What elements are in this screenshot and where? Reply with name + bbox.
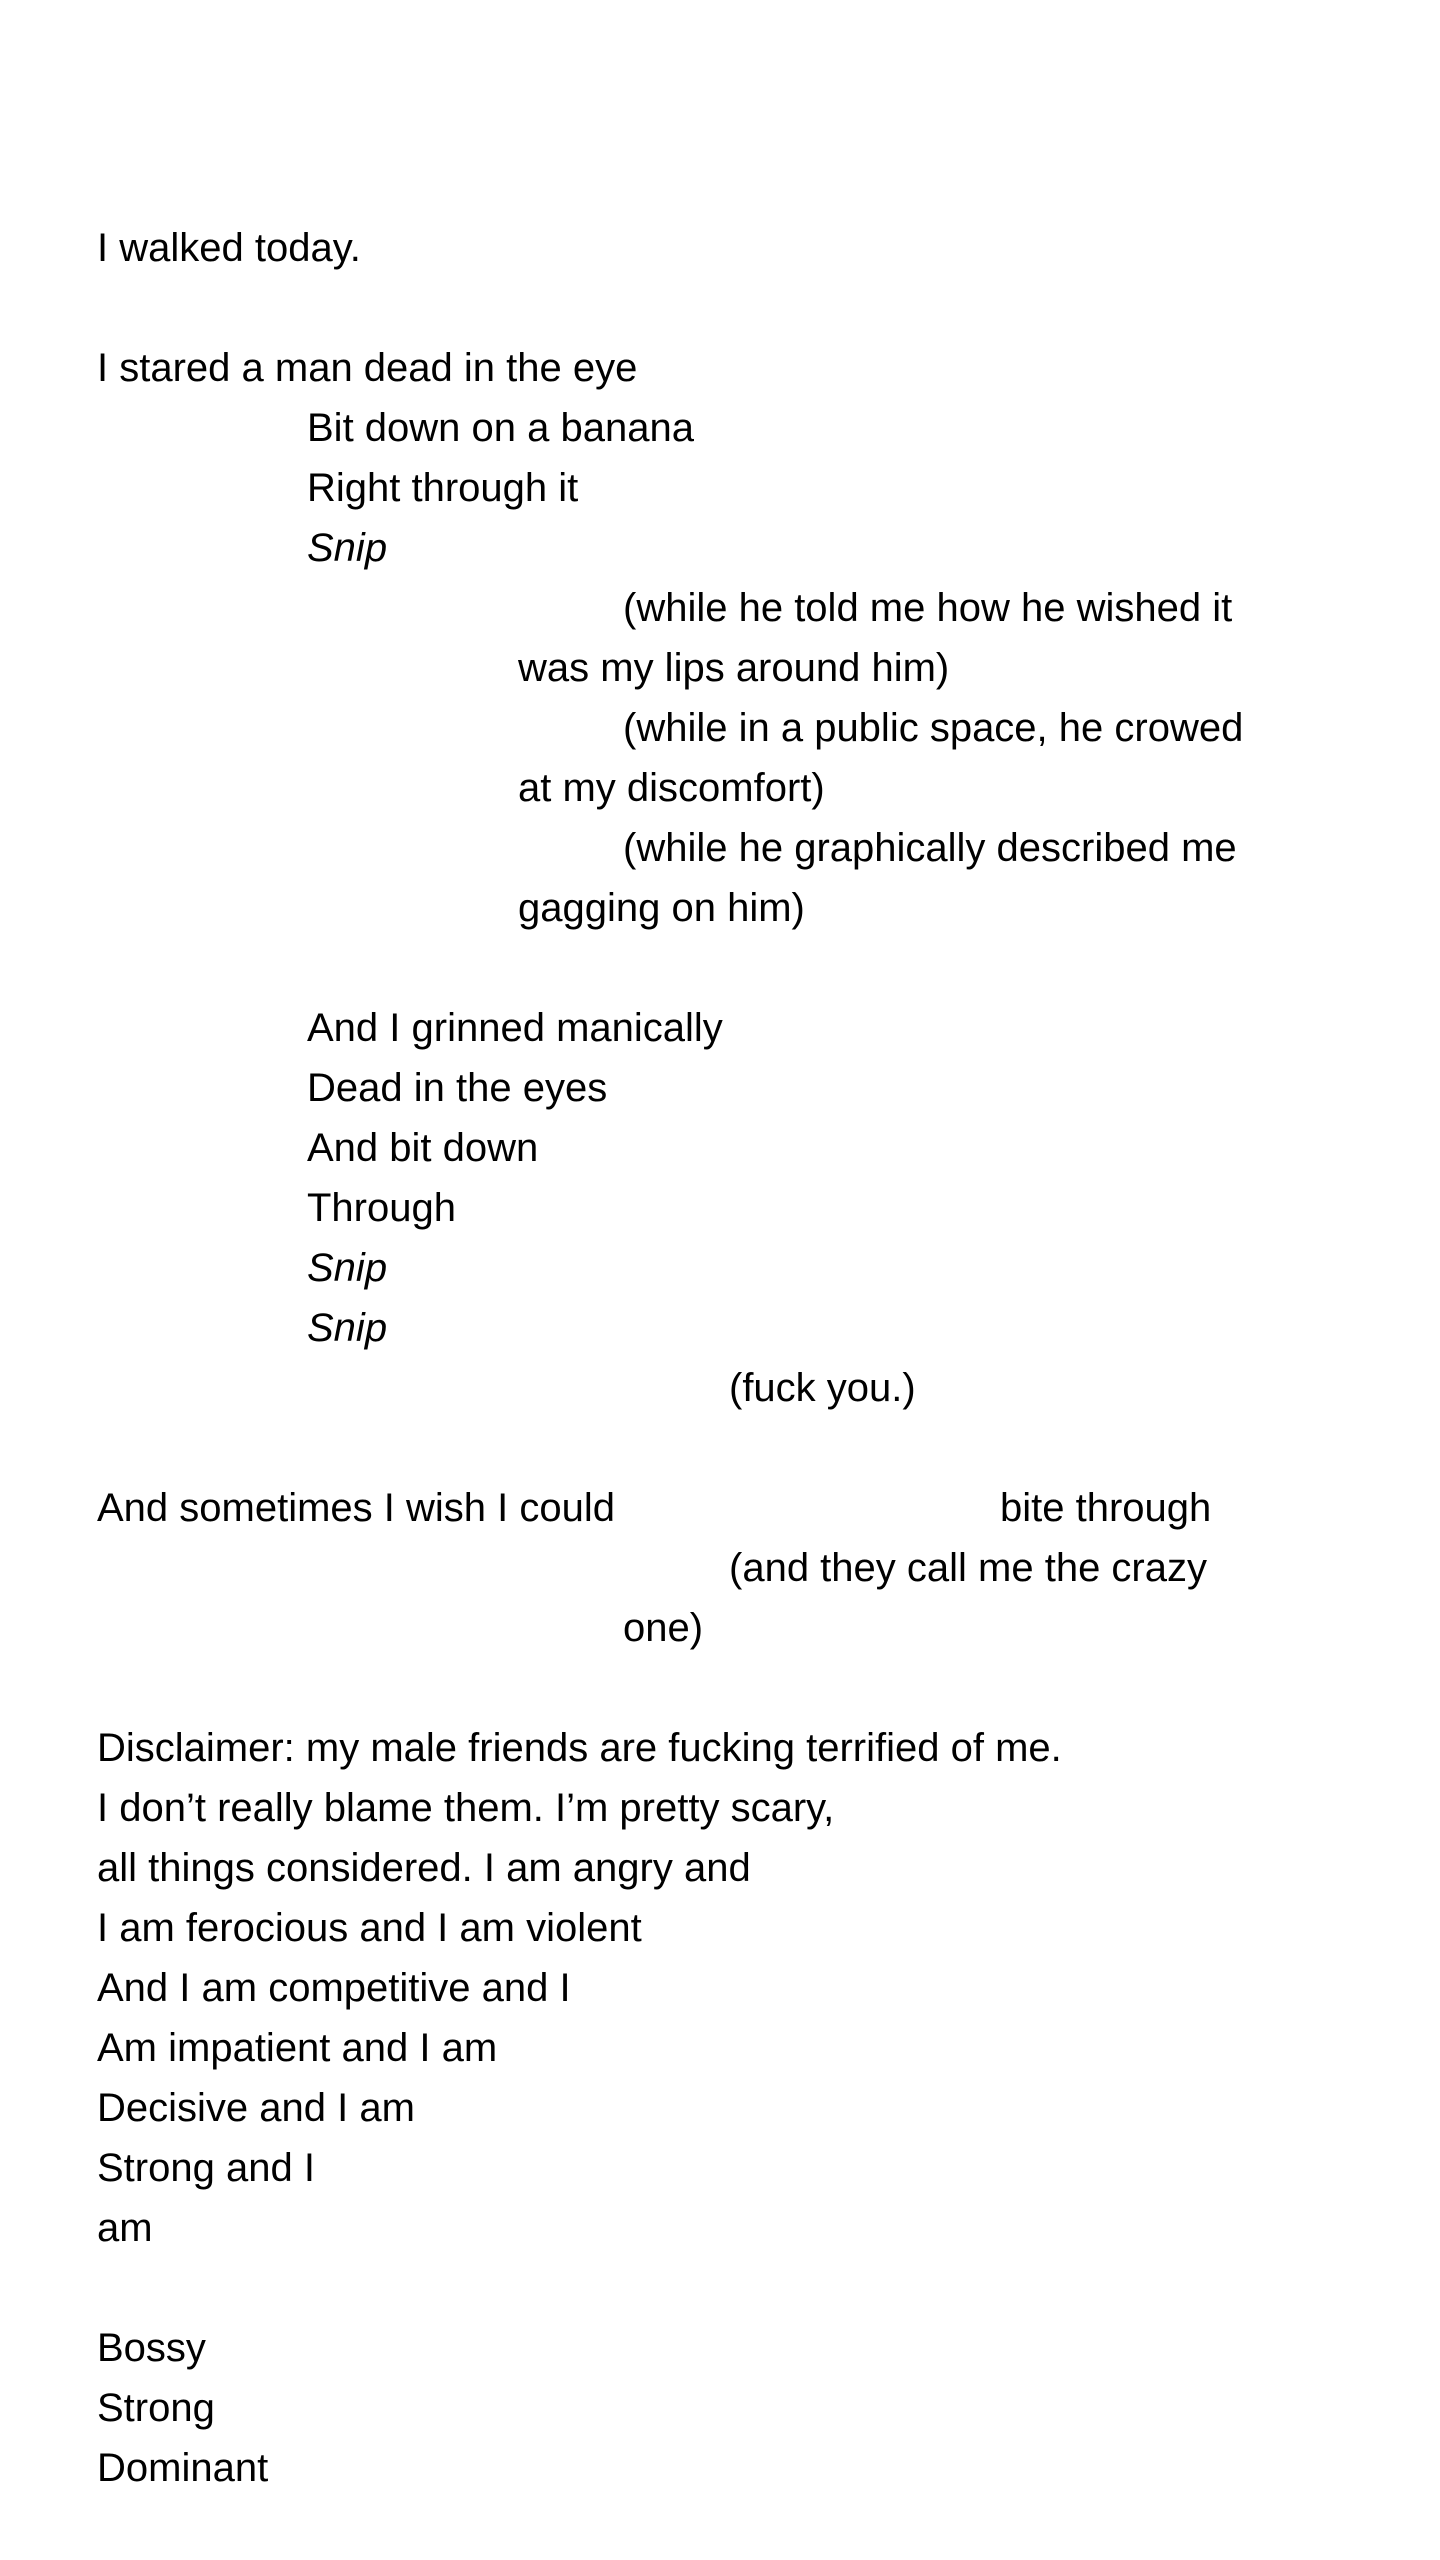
poem-line: Bit down on a banana (307, 406, 694, 450)
poem-line: (while he told me how he wished it (623, 586, 1233, 630)
poem-line: And sometimes I wish I could (97, 1486, 615, 1530)
poem-line: And I grinned manically (307, 1006, 723, 1050)
poem-line: Snip (307, 1246, 388, 1290)
poem-line: gagging on him) (518, 886, 805, 930)
poem-line: was my lips around him) (518, 646, 950, 690)
poem-line: Strong (97, 2386, 215, 2430)
poem-line: I am ferocious and I am violent (97, 1906, 642, 1950)
poem-line: Dominant (97, 2446, 269, 2490)
poem-line: I stared a man dead in the eye (97, 346, 638, 390)
poem-line: (and they call me the crazy (729, 1546, 1207, 1590)
poem-line: And I am competitive and I (97, 1966, 571, 2010)
poem-line: at my discomfort) (518, 766, 825, 810)
poem-line: Through (307, 1186, 456, 1230)
poem-line: am (97, 2206, 153, 2250)
poem-line: (fuck you.) (729, 1366, 916, 1410)
poem-line: Decisive and I am (97, 2086, 415, 2130)
poem-line: Disclaimer: my male friends are fucking terrified of me. (97, 1726, 1062, 1770)
poem-line: Am impatient and I am (97, 2026, 498, 2070)
poem-line: I walked today. (97, 226, 361, 270)
poem-line: bite through (1000, 1486, 1212, 1530)
poem-line: I don’t really blame them. I’m pretty scary, (97, 1786, 835, 1830)
poem-line: Bossy (97, 2326, 206, 2370)
poem-line: Right through it (307, 466, 579, 510)
poem-line: And bit down (307, 1126, 539, 1170)
poem-line: (while in a public space, he crowed (623, 706, 1244, 750)
poem-line: Snip (307, 526, 388, 570)
poem-line: Snip (307, 1306, 388, 1350)
poem-line: (while he graphically described me (623, 826, 1237, 870)
poem-line: all things considered. I am angry and (97, 1846, 751, 1890)
poem-line: Strong and I (97, 2146, 315, 2190)
poem-line: Dead in the eyes (307, 1066, 608, 1110)
poem-line: one) (623, 1606, 704, 1650)
